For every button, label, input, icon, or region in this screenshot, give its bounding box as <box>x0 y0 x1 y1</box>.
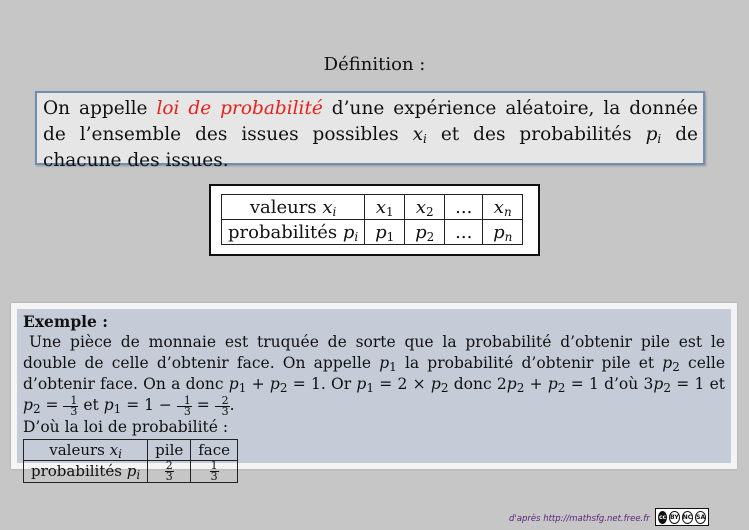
example-conclusion: D’où la loi de probabilité : <box>23 417 229 436</box>
pile-cell: pile <box>148 439 191 460</box>
fraction-two-thirds: $\frac{2}{3}$ <box>215 396 230 417</box>
definition-term: loi de probabilité <box>156 98 323 119</box>
example-law-table <box>23 439 238 483</box>
source-credit: d'après http://mathsfg.net.free.fr <box>509 514 650 524</box>
var-x: x <box>412 124 424 145</box>
definition-title: Définition : <box>323 54 426 75</box>
example-box <box>11 303 737 483</box>
example-content <box>17 309 731 483</box>
table-row <box>222 195 523 220</box>
p2-cell: $p_2$ <box>405 220 445 245</box>
ellipsis-cell: ... <box>445 195 483 220</box>
example-text: Une pièce de monnaie est truquée de sorte que la probabilité d’obtenir pile est le double de celle d’obtenir face. On appelle $p_1$ la probabilité d’obtenir pile et $p_2$ celle d’obtenir face. On a donc $p_1 + p_2 = 1$. Or $p_1 = 2 \times p_2$ donc $2p_2 + p_2 = 1$ d’où $3p_2 = 1$ et $p_2$ = $\frac{1}{3}$ et $p_1 = 1$ − $\frac{1}{3}$ = $\frac{2}{3}$ . <box>23 333 725 418</box>
face-cell: face <box>191 439 238 460</box>
creative-commons-badge <box>655 508 709 526</box>
pile-probability-cell: $\frac{2}{3}$ <box>148 460 191 482</box>
by-icon: BY <box>669 511 680 524</box>
table-row <box>24 439 238 460</box>
pn-cell: $p_n$ <box>483 220 523 245</box>
definition-text-1: d’une expérience aléatoire, la donnée de l’ensemble des issues possibles <box>43 98 699 145</box>
law-table-frame <box>209 184 540 256</box>
probabilities-label-cell: probabilités $p_i$ <box>222 220 365 245</box>
fraction-one-third: $\frac{1}{3}$ <box>63 396 78 417</box>
nc-icon: NC <box>682 511 693 524</box>
x2-cell: $x_2$ <box>405 195 445 220</box>
cc-icon: cc <box>658 511 667 524</box>
definition-text-3: de chacune des issues. <box>43 124 699 171</box>
example-heading: Exemple : <box>23 312 109 331</box>
fraction-one-third: $\frac{1}{3}$ <box>177 396 192 417</box>
sa-icon: SA <box>695 511 706 524</box>
face-probability-cell: $\frac{1}{3}$ <box>191 460 238 482</box>
definition-box <box>35 91 705 171</box>
probabilities-label-cell: probabilités $p_i$ <box>24 460 148 482</box>
var-p: p <box>645 124 658 145</box>
x1-cell: $x_1$ <box>365 195 405 220</box>
definition-text-2: et des probabilités <box>426 124 646 145</box>
xn-cell: $x_n$ <box>483 195 523 220</box>
definition-prefix: On appelle <box>43 98 157 119</box>
law-table <box>221 194 523 245</box>
p1-cell: $p_1$ <box>365 220 405 245</box>
values-label-cell: valeurs $x_i$ <box>24 439 148 460</box>
sub-i: i <box>657 132 662 146</box>
sub-i: i <box>423 132 427 146</box>
table-row <box>222 220 523 245</box>
ellipsis-cell: ... <box>445 220 483 245</box>
table-row <box>24 460 238 482</box>
values-label-cell: valeurs $x_i$ <box>222 195 365 220</box>
